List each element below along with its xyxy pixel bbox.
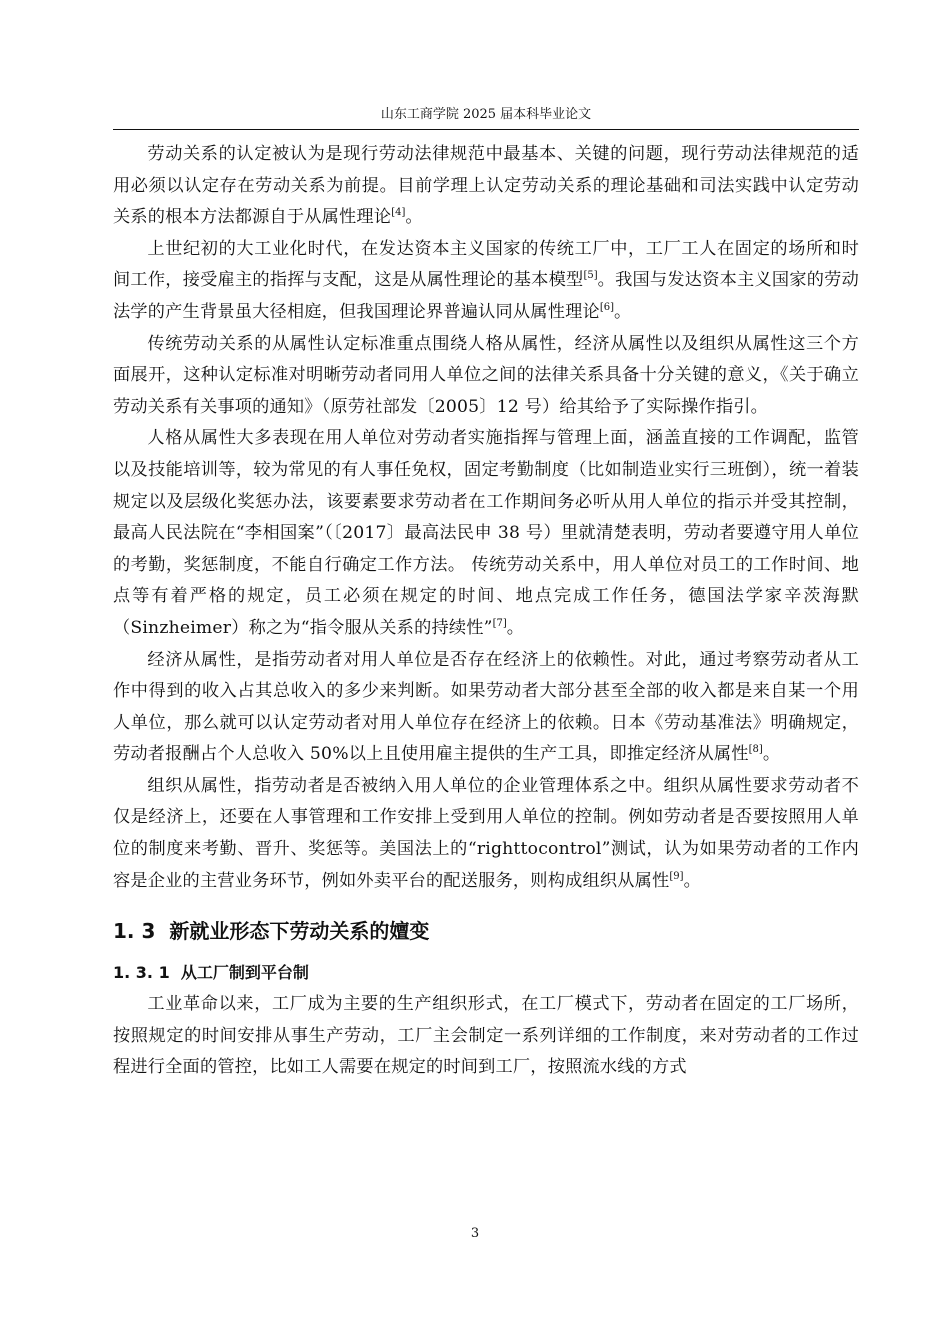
citation-ref: [4]	[391, 207, 406, 219]
paragraph-text: 组织从属性，指劳动者是否被纳入用人单位的企业管理体系之中。组织从属性要求劳动者不仅是经济上，还要在人事管理和工作安排上受到用人单位的控制。例如劳动者是否要按照用人单位的制度来考勤、晋升、奖惩等。美国法上的“righttocontrol”测试，认为如果劳动者的工作内容是企业的主营业务环节，例如外卖平台的配送服务，则构成组织从属性	[113, 775, 859, 891]
header-divider	[113, 129, 859, 130]
subsection-title: 从工厂制到平台制	[180, 963, 309, 983]
paragraph-tail: 。	[405, 207, 423, 228]
header-title: 山东工商学院 2025 届本科毕业论文	[380, 107, 592, 122]
paragraph-tail: 。	[614, 301, 632, 322]
paragraph-2	[113, 234, 859, 329]
subsection-number: 1. 3. 1	[113, 963, 170, 983]
paragraph-text: 人格从属性大多表现在用人单位对劳动者实施指挥与管理上面，涵盖直接的工作调配，监管以及技能培训等，较为常见的有人事任免权，固定考勤制度（比如制造业实行三班倒），统一着装规定以及层级化奖惩办法，该要素要求劳动者在工作期间务必听从用人单位的指示并受其控制，最高人民法院在“李相国案”（〔2017〕最高法民申 38 号）里就清楚表明，劳动者要遵守用人单位的考勤，奖惩制度，不能自行确定工作方法。 传统劳动关系中，用人单位对员工的工作时间、地点等有着严格的规定，员工必须在规定的时间、地点完成工作任务，德国法学家辛茨海默（Sinzheimer）称之为“指令服从关系的持续性”	[113, 428, 859, 638]
paragraph-4	[113, 423, 859, 644]
citation-ref: [7]	[492, 617, 507, 629]
paragraph-text: 劳动关系的认定被认为是现行劳动法律规范中最基本、关键的问题，现行劳动法律规范的适用必须以认定存在劳动关系为前提。目前学理上认定劳动关系的理论基础和司法实践中认定劳动关系的根本方法都源自于从属性理论	[113, 144, 859, 228]
citation-ref: [8]	[748, 744, 763, 756]
page-number: 3	[470, 1226, 480, 1241]
running-header	[113, 106, 859, 124]
section-title: 新就业形态下劳动关系的嬗变	[169, 919, 430, 944]
citation-ref: [6]	[599, 301, 615, 313]
paragraph-text: 上世纪初的大工业化时代，在发达资本主义国家的传统工厂中，工厂工人在固定的场所和时间工作，接受雇主的指挥与支配，这是从属性理论的基本模型	[113, 238, 859, 291]
paragraph-6	[113, 771, 859, 897]
citation-ref: [5]	[583, 270, 598, 282]
paragraph-5	[113, 645, 859, 771]
subsection-heading	[113, 957, 859, 989]
paragraph-tail: 。	[506, 617, 525, 638]
paragraph-tail: 。	[683, 870, 701, 891]
paragraph-text: 经济从属性，是指劳动者对用人单位是否存在经济上的依赖性。对此，通过考察劳动者从工作中得到的收入占其总收入的多少来判断。如果劳动者大部分甚至全部的收入都是来自某一个用人单位，那么就可以认定劳动者对用人单位存在经济上的依赖。日本《劳动基准法》明确规定，劳动者报酬占个人总收入 50%以上且使用雇主提供的生产工具，即推定经济从属性	[113, 649, 859, 765]
paragraph-text: 工业革命以来，工厂成为主要的生产组织形式，在工厂模式下，劳动者在固定的工厂场所，按照规定的时间安排从事生产劳动，工厂主会制定一系列详细的工作制度，来对劳动者的工作过程进行全面的管控，比如工人需要在规定的时间到工厂，按照流水线的方式	[113, 994, 859, 1078]
page-body	[113, 139, 859, 1084]
paragraph-3	[113, 329, 859, 424]
paragraph-7	[113, 989, 859, 1084]
paragraph-1	[113, 139, 859, 234]
citation-ref: [9]	[669, 870, 684, 882]
section-number: 1. 3	[113, 919, 156, 944]
section-heading	[113, 911, 859, 951]
paragraph-tail: 。	[762, 744, 781, 765]
paragraph-text: 传统劳动关系的从属性认定标准重点围绕人格从属性，经济从属性以及组织从属性这三个方面展开，这种认定标准对明晰劳动者同用人单位之间的法律关系具备十分关键的意义，《关于确立劳动关系有关事项的通知》（原劳社部发〔2005〕12 号）给其给予了实际操作指引。	[113, 333, 859, 417]
paragraph-tail: 。我国与发达资本主义国家的劳动法学的产生背景虽大径相庭，但我国理论界普遍认同从属性理论	[113, 270, 859, 322]
